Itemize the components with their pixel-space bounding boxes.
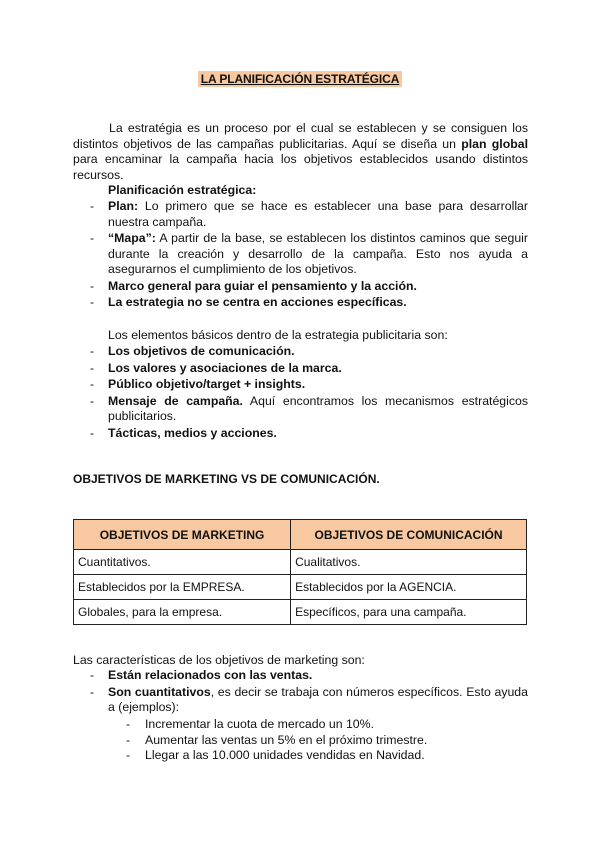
list-item: - Los valores y asociaciones de la marca.: [90, 360, 342, 375]
planning-list: [73, 199, 528, 312]
elements-list: [73, 344, 528, 442]
list-item: - Aumentar las ventas un 5% en el próximo trimestre.: [126, 732, 428, 747]
list-item: - Mensaje de campaña. Aquí encontramos los mecanismos estratégicos publicitarios.: [90, 393, 528, 423]
list-item: - La estrategia no se centra en acciones específicas.: [90, 295, 407, 309]
table-cell: Específicos, para una campaña.: [291, 600, 527, 625]
table-row: [74, 575, 527, 600]
list-item: - Público objetivo/target + insights.: [90, 377, 306, 391]
table-row: [74, 550, 527, 575]
intro-text-1: La estratégia es un proceso por el cual se establecen y se consiguen los distintos objetivos de las campañas publicitarias. Aquí se diseña un: [73, 121, 528, 151]
title-wrapper: [0, 71, 600, 87]
intro-bold: plan global: [461, 136, 528, 151]
examples-list: [108, 717, 427, 764]
table-cell: Establecidos por la AGENCIA.: [291, 575, 527, 600]
table-cell: Cuantitativos.: [74, 550, 291, 575]
objectives-table: [73, 519, 527, 625]
list-item: - Marco general para guiar el pensamiento y la acción.: [90, 278, 417, 293]
table-cell: Globales, para la empresa.: [74, 600, 291, 625]
list-item: - Incrementar la cuota de mercado un 10%.: [126, 717, 374, 731]
page-title: LA PLANIFICACIÓN ESTRATÉGICA: [198, 71, 403, 87]
list-item: - Plan: Lo primero que se hace es establecer una base para desarrollar nuestra campaña.: [90, 199, 528, 229]
table-cell: Establecidos por la EMPRESA.: [74, 575, 291, 600]
list-item: - Llegar a las 10.000 unidades vendidas en Navidad.: [126, 748, 425, 762]
intro-paragraph: [73, 121, 528, 183]
list-item: - Están relacionados con las ventas.: [90, 668, 313, 682]
planning-heading: Planificación estratégica:: [108, 183, 257, 197]
list-item: - Tácticas, medios y acciones.: [90, 425, 277, 440]
table-header-marketing: OBJETIVOS DE MARKETING: [74, 520, 291, 550]
intro-text-2: para encaminar la campaña hacia los objetivos establecidos usando distintos recursos.: [73, 152, 528, 182]
table-header-row: [74, 520, 527, 550]
marketing-list: [73, 668, 528, 717]
elements-intro: Los elementos básicos dentro de la estrategia publicitaria son:: [108, 328, 448, 342]
table-header-communication: OBJETIVOS DE COMUNICACIÓN: [291, 520, 527, 550]
list-item: - Son cuantitativos, es decir se trabaja con números específicos. Esto ayuda a (ejemplos):: [90, 684, 528, 714]
section-heading: OBJETIVOS DE MARKETING VS DE COMUNICACIÓN.: [73, 472, 380, 486]
table-cell: Cualitativos.: [291, 550, 527, 575]
table-row: [74, 600, 527, 625]
list-item: - “Mapa”: A partir de la base, se establecen los distintos caminos que seguir durante la creación y desarrollo de la campaña. Esto nos ayuda a asegurarnos el cumplimiento de los objetivos.: [90, 231, 528, 276]
marketing-intro: Las características de los objetivos de marketing son:: [73, 653, 365, 667]
list-item: - Los objetivos de comunicación.: [90, 344, 295, 358]
